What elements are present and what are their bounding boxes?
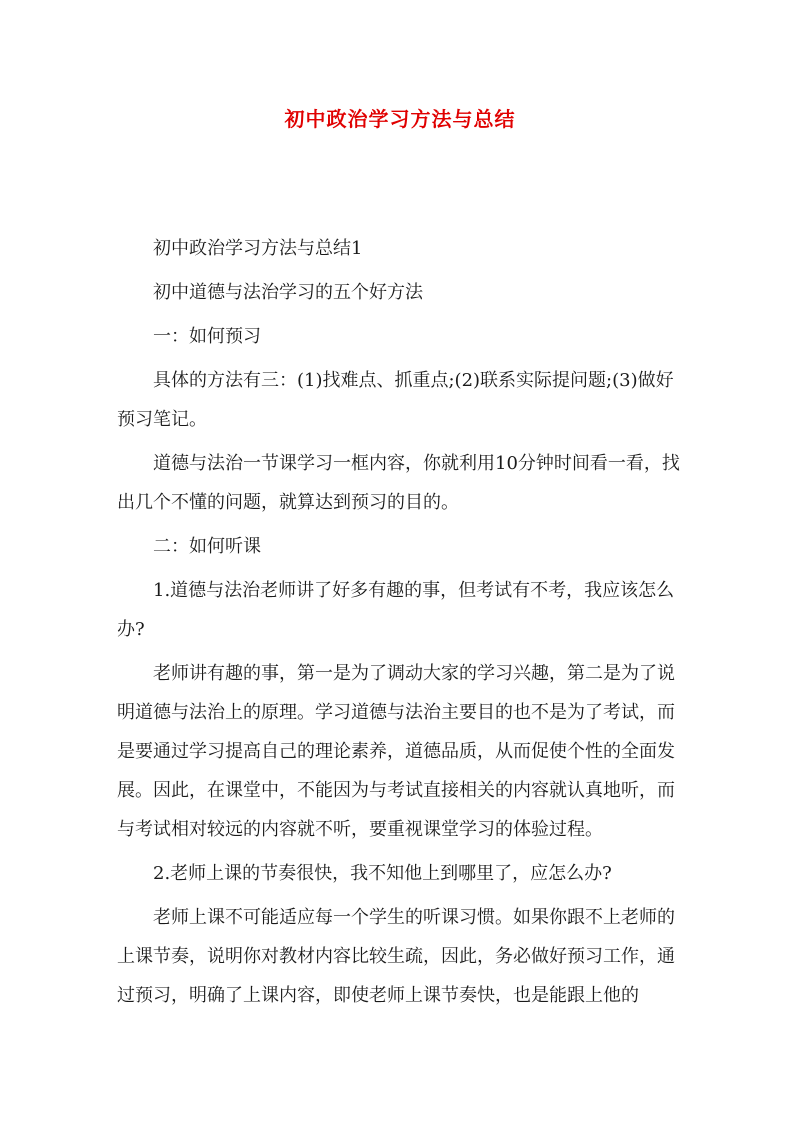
paragraph: 一：如何预习 <box>153 326 261 347</box>
document-body <box>117 229 687 1020</box>
paragraph: 初中政治学习方法与总结1 <box>153 238 363 259</box>
paragraph: 老师讲有趣的事，第一是为了调动大家的学习兴趣，第二是为了说明道德与法治上的原理。学习道德与法治主要目的也不是为了考试，而是要通过学习提高自己的理论素养，道德品质，从而促使个性的全面发展。因此，在课堂中，不能因为与考试直接相关的内容就认真地听，而与考试相对较远的内容就不听，要重视课堂学习的体验过程。 <box>117 663 675 840</box>
paragraph: 2.老师上课的节奏很快，我不知他上到哪里了，应怎么办? <box>153 863 612 884</box>
paragraph: 二：如何听课 <box>153 536 261 557</box>
paragraph: 老师上课不可能适应每一个学生的听课习惯。如果你跟不上老师的上课节奏，说明你对教材内容比较生疏，因此，务必做好预习工作，通过预习，明确了上课内容，即使老师上课节奏快，也是能跟上他的 <box>117 907 675 1006</box>
paragraph: 具体的方法有三：(1)找难点、抓重点;(2)联系实际提问题;(3)做好预习笔记。 <box>117 370 674 430</box>
document-title: 初中政治学习方法与总结 <box>284 107 516 131</box>
paragraph: 1.道德与法治老师讲了好多有趣的事，但考试有不考，我应该怎么办? <box>117 580 675 640</box>
paragraph: 道德与法治一节课学习一框内容，你就利用10分钟时间看一看，找出几个不懂的问题，就算达到预习的目的。 <box>117 453 680 513</box>
paragraph: 初中道德与法治学习的五个好方法 <box>153 282 423 303</box>
